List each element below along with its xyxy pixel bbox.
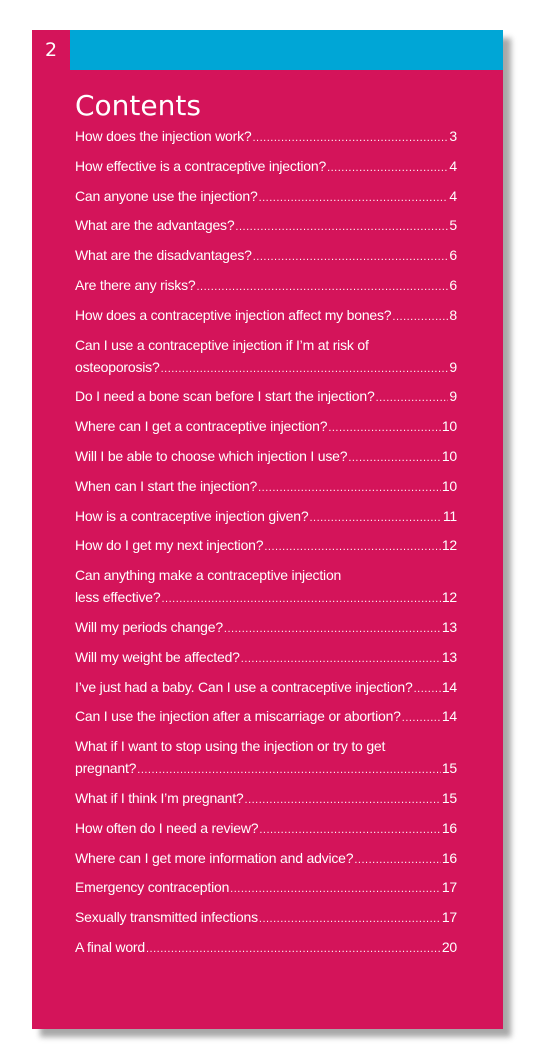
toc-entry-title: How does the injection work? [75,128,252,144]
toc-entry[interactable] [75,646,457,670]
toc-entry-row [75,787,457,811]
toc-entry-title: Can I use the injection after a miscarriage or abortion? [75,708,401,725]
toc-entry[interactable] [75,334,457,380]
toc-entry-title: Where can I get a contraceptive injection? [75,418,328,435]
toc-entry[interactable] [75,155,457,179]
toc-entry-title: Sexually transmitted infections [75,909,258,926]
toc-page-number: 13 [441,618,457,635]
toc-entry[interactable] [75,534,457,558]
toc-entry[interactable] [75,705,457,729]
toc-dot-leader [259,819,440,841]
toc-page-number: 12 [441,589,457,606]
toc-dot-leader [327,157,448,179]
toc-entry[interactable] [75,214,457,238]
toc-entry-title: When can I start the injection? [75,477,258,494]
toc-dot-leader [259,187,449,209]
toc-entry-title: Where can I get more information and advice? [75,849,354,866]
toc-entry-title: How is a contraceptive injection given? [75,507,309,524]
toc-dot-leader [258,477,441,499]
toc-dot-leader [197,276,449,298]
toc-entry[interactable] [75,415,457,439]
toc-entry-title-line: Can I use a contraceptive injection if I’m at risk of [75,336,369,353]
toc-entry-title: A final word [75,938,145,955]
toc-entry[interactable] [75,847,457,871]
header-accent-bar [70,30,503,70]
toc-page-number: 11 [442,507,457,524]
toc-page-number: 17 [441,879,457,896]
toc-entry-row [75,906,457,930]
toc-dot-leader [348,447,441,469]
toc-entry-title: osteoporosis? [75,358,160,375]
toc-entry-row [75,817,457,841]
toc-page-number: 6 [449,247,457,264]
toc-dot-leader [235,216,448,238]
toc-entry-title: Will my weight be affected? [75,648,240,665]
toc-entry-row [75,676,457,700]
toc-entry-row [75,616,457,640]
toc-dot-leader [161,588,440,610]
toc-entry-row [75,847,457,871]
toc-entry[interactable] [75,735,457,781]
toc-page-number: 17 [441,909,457,926]
toc-entry-title: pregnant? [75,760,137,777]
toc-entry[interactable] [75,817,457,841]
toc-page-number: 9 [449,388,457,405]
toc-entry-row [75,125,457,149]
toc-page-number: 10 [441,447,457,464]
toc-dot-leader [230,878,441,900]
toc-entry-title: I’ve just had a baby. Can I use a contraceptive injection? [75,678,413,695]
toc-page-number: 9 [449,358,457,375]
toc-entry-title: less effective? [75,589,161,606]
toc-entry-row [75,445,457,469]
toc-dot-leader [376,387,449,409]
toc-entry-title: Do I need a bone scan before I start the injection? [75,388,375,405]
toc-entry-row [75,936,457,960]
toc-entry-title: Will my periods change? [75,618,223,635]
toc-entry-title: Are there any risks? [75,276,196,293]
toc-dot-leader [392,306,448,328]
toc-entry-row [75,534,457,558]
toc-entry[interactable] [75,906,457,930]
toc-entry[interactable] [75,125,457,149]
toc-page-number: 8 [449,306,457,323]
toc-dot-leader [241,648,441,670]
toc-entry-row [75,757,457,781]
toc-entry-title: How do I get my next injection? [75,537,264,554]
page-number: 2 [44,39,58,61]
toc-entry[interactable] [75,564,457,610]
toc-page-number: 20 [441,938,457,955]
toc-page-number: 3 [449,128,457,144]
toc-page-number: 15 [441,789,457,806]
toc-entry[interactable] [75,244,457,268]
toc-page-number: 4 [449,157,457,174]
toc-dot-leader [161,358,449,380]
toc-page-number: 4 [449,187,457,204]
toc-entry[interactable] [75,385,457,409]
toc-dot-leader [253,246,449,268]
toc-entry-title: What if I think I’m pregnant? [75,789,244,806]
toc-entry-row [75,356,457,380]
toc-entry-title: How effective is a contraceptive injection? [75,157,327,174]
toc-entry[interactable] [75,475,457,499]
toc-entry[interactable] [75,274,457,298]
table-of-contents [75,125,457,966]
booklet-page [32,30,503,1029]
toc-dot-leader [259,908,441,930]
toc-dot-leader [245,789,441,811]
toc-page-number: 10 [441,418,457,435]
toc-entry-row [75,586,457,610]
toc-entry-title: What are the advantages? [75,217,235,234]
toc-page-number: 16 [441,849,457,866]
toc-entry-row [75,304,457,328]
toc-dot-leader [253,127,449,149]
toc-entry-title: Can anyone use the injection? [75,187,258,204]
toc-entry[interactable] [75,304,457,328]
toc-page-number: 16 [441,819,457,836]
toc-dot-leader [264,536,440,558]
toc-page-number: 15 [441,760,457,777]
toc-entry-row [75,185,457,209]
toc-entry-row [75,646,457,670]
toc-entry[interactable] [75,185,457,209]
toc-entry-title: Emergency contraception [75,879,230,896]
toc-dot-leader [414,678,441,700]
toc-dot-leader [137,759,441,781]
toc-dot-leader [328,417,441,439]
toc-entry-title: Will I be able to choose which injection I use? [75,447,348,464]
page-title: Contents [75,89,201,122]
toc-dot-leader [224,618,441,640]
toc-page-number: 6 [449,276,457,293]
toc-entry[interactable] [75,676,457,700]
toc-entry-row [75,244,457,268]
toc-entry[interactable] [75,445,457,469]
toc-entry[interactable] [75,876,457,900]
toc-entry[interactable] [75,936,457,960]
toc-entry[interactable] [75,787,457,811]
toc-entry-title-line: What if I want to stop using the injection or try to get [75,738,386,755]
toc-entry[interactable] [75,616,457,640]
toc-entry-row [75,274,457,298]
toc-dot-leader [354,849,440,871]
toc-entry-row [75,214,457,238]
toc-entry-row [75,876,457,900]
toc-page-number: 14 [441,678,457,695]
toc-entry-row [75,505,457,529]
toc-page-number: 12 [441,537,457,554]
toc-page-number: 14 [441,708,457,725]
toc-page-number: 5 [449,217,457,234]
toc-entry-title: How often do I need a review? [75,819,259,836]
toc-entry-row [75,475,457,499]
toc-entry-row [75,155,457,179]
toc-entry-title-line: Can anything make a contraceptive injection [75,567,342,584]
toc-entry-title: How does a contraceptive injection affect my bones? [75,306,392,323]
toc-entry-row [75,705,457,729]
toc-entry-title: What are the disadvantages? [75,247,252,264]
toc-entry[interactable] [75,505,457,529]
toc-dot-leader [402,707,441,729]
toc-dot-leader [309,507,441,529]
toc-dot-leader [146,938,441,960]
toc-page-number: 10 [441,477,457,494]
toc-entry-row [75,385,457,409]
toc-page-number: 13 [441,648,457,665]
toc-entry-row [75,415,457,439]
